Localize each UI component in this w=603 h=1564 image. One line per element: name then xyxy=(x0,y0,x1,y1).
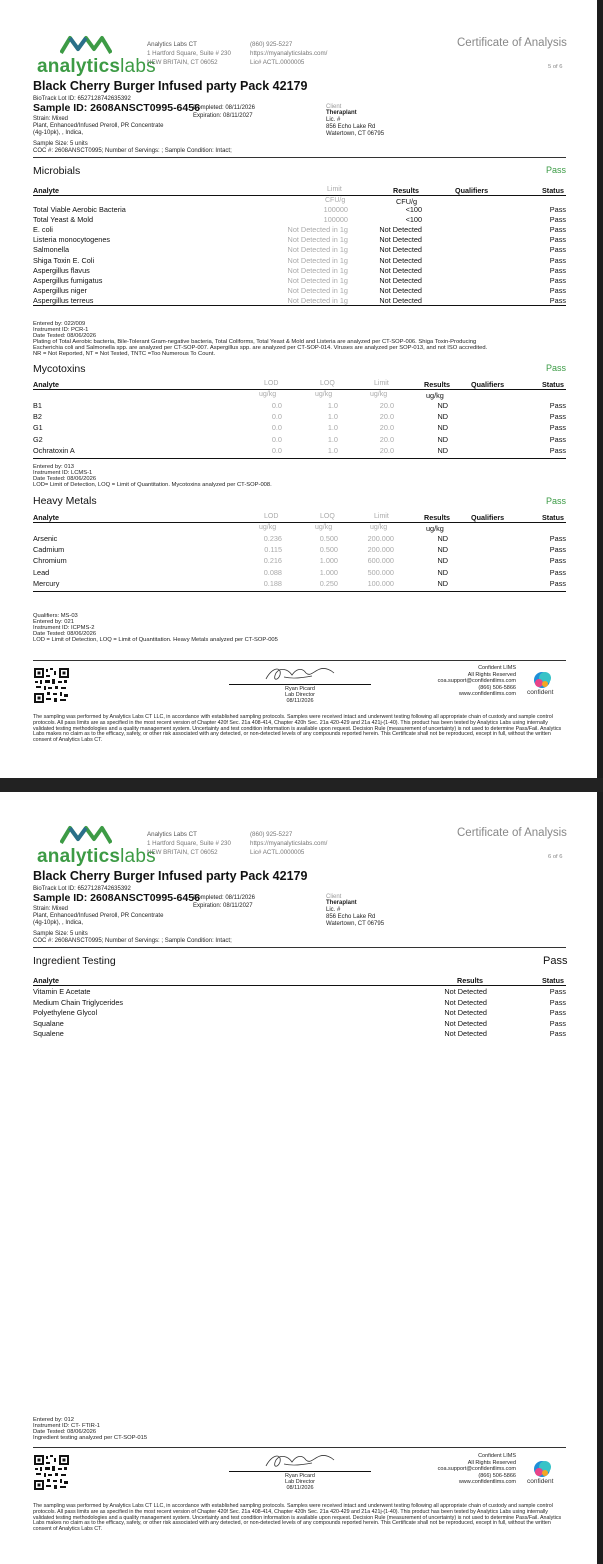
analyte-name: Mercury xyxy=(33,578,60,588)
loq-value: 1.000 xyxy=(319,567,338,577)
coc-line: COC #: 2608ANSCT0995; Number of Servings: ; Sample Condition: Intact; xyxy=(33,148,232,154)
status-value: Pass xyxy=(549,1029,566,1039)
status-value: Pass xyxy=(549,255,566,265)
analyte-name: Lead xyxy=(33,567,50,577)
limit-value: Not Detected in 1g xyxy=(287,295,348,305)
col-status: Status xyxy=(542,513,564,522)
ingredient-notes: Entered by: 012 Instrument ID: CT- FTIR-1 Date Tested: 08/06/2026 Ingredient testing analyzed per CT-SOP-015 xyxy=(33,1417,148,1441)
analyte-name: Total Viable Aerobic Bacteria xyxy=(33,205,126,214)
status-value: Pass xyxy=(549,423,566,433)
status-value: Pass xyxy=(549,556,566,566)
disclaimer: The sampling was performed by Analytics Labs CT LLC, in accordance with established sampling protocols. Samples were received intact and underwent testing following all appropriate chain of custody and sample control protocols. All pass limits are as specified in the most recent version of Chapter 420f Sec. 21a 408-414, Chapter 420h Sec. 21a 420-429 and 21a 421j-(1-40). This product has been tested by Analytics Labs using internally validated testing methodologies and a quality management system. Uncertainty and test condition information is available upon request. Decision Rule (measurement of uncertainty) is not used to determine Pass/Fail. Analytics Labs makes no claim as to the efficacy, safety, or other risk associated with any detected, or non-detected levels of any compounds reported herein. This Certificate shall not be reproduced, except in full, without the written consent of Analytics Labs CT. xyxy=(33,1503,562,1533)
expiration-date: Expiration: 08/11/2027 xyxy=(193,113,253,119)
analyte-name: Aspergillus terreus xyxy=(33,295,94,305)
biotrack-lot: BioTrack Lot ID: 6527128742635392 xyxy=(33,96,131,102)
microbials-title: Microbials xyxy=(33,165,81,177)
status-value: Pass xyxy=(549,215,566,225)
result-value: ND xyxy=(437,423,448,433)
mycotoxins-notes: Entered by: 013 Instrument ID: LCMS-1 Date Tested: 08/06/2026 LOD= Limit of Detection, LOQ = Limit of Quantitation. Mycotoxins analyzed per CT-SOP-008. xyxy=(33,464,272,488)
analyte-name: B1 xyxy=(33,401,42,410)
mycotoxins-status: Pass xyxy=(546,363,567,373)
status-value: Pass xyxy=(549,412,566,422)
unit-lod: ug/kg xyxy=(259,524,277,531)
divider xyxy=(33,947,566,948)
status-value: Pass xyxy=(549,987,566,996)
status-value: Pass xyxy=(549,235,566,245)
confident-lims-info: Confident LIMS All Rights Reserved coa.support@confidentlims.com (866) 506-5866 www.confidentlims.com xyxy=(437,665,516,697)
coa-title: Certificate of Analysis xyxy=(457,37,567,49)
loq-value: 1.0 xyxy=(327,412,338,422)
col-analyte: Analyte xyxy=(33,380,59,389)
analyte-name: Aspergillus niger xyxy=(33,285,87,295)
analyte-name: Medium Chain Triglycerides xyxy=(33,997,124,1007)
sample-size: Sample Size: 5 units xyxy=(33,931,88,937)
logo-wordmark: analyticslabs xyxy=(37,846,156,867)
result-value: <100 xyxy=(405,215,422,225)
result-value: ND xyxy=(437,556,448,566)
table-end-rule xyxy=(33,591,566,592)
col-limit: Limit xyxy=(374,513,389,520)
col-results: Results xyxy=(424,513,450,522)
unit-loq: ug/kg xyxy=(315,524,333,531)
lod-value: 0.088 xyxy=(263,567,282,577)
limit-value: 20.0 xyxy=(379,423,394,433)
sample-details: Strain: Mixed Plant, Enhanced/Infused Preroll, PR Concentrate (4g-10pk), , Indica, xyxy=(33,116,164,136)
heavy-metals-title: Heavy Metals xyxy=(33,495,97,507)
microbials-notes: Entered by: 022/009 Instrument ID: PCR-1 Date Tested: 08/06/2026 Plating of Total Aerobic bacteria, Bile-Tolerant Gram-negative bacteria, Total Coliforms, Total Yeast & Mold and Listeria are analyzed per CT-SOP-006. Shiga Toxin-Producing Escherichia coli and Salmonella spp. are analyzed per CT-SOP-007. Aspergillus spp. are analyzed per CT-SOP-014. Viruses are analyzed per SOP-013, and not ISO accredited. NR = Not Reported, NT = Not Tested, TNTC =Too Numerous To Count. xyxy=(33,321,488,357)
disclaimer: The sampling was performed by Analytics Labs CT LLC, in accordance with established sampling protocols. Samples were received intact and underwent testing following all appropriate chain of custody and sample control protocols. All pass limits are as specified in the most recent version of Chapter 420f Sec. 21a 408-414, Chapter 420h Sec. 21a 420-429 and 21a 421j-(1-40). This product has been tested by Analytics Labs using internally validated testing methodologies and a quality management system. Uncertainty and test condition information is available upon request. Decision Rule (measurement of uncertainty) is not used to determine Pass/Fail. Analytics Labs makes no claim as to the efficacy, safety, or other risk associated with any detected, or non-detected levels of any compounds reported herein. This Certificate shall not be reproduced, except in full, without the written consent of Analytics Labs CT. xyxy=(33,714,562,744)
lab-contact: (860) 925-5227 https://myanalyticslabs.com/ Lic# ACTL.0000005 xyxy=(250,831,328,856)
analyte-name: Total Yeast & Mold xyxy=(33,215,94,225)
col-results: Results xyxy=(457,976,483,985)
footer-rule xyxy=(33,660,566,661)
analyte-name: G2 xyxy=(33,434,43,444)
lod-value: 0.0 xyxy=(271,445,282,455)
result-value: ND xyxy=(437,534,448,543)
heavy-metals-notes: Qualifiers: MS-03 Entered by: 021 Instrument ID: ICPMS-2 Date Tested: 08/06/2026 LOD = Limit of Detection, LOQ = Limit of Quantitation. Heavy Metals analyzed per CT-SOP-005 xyxy=(33,613,278,643)
footer-rule xyxy=(33,1447,566,1448)
mycotoxins-title: Mycotoxins xyxy=(33,363,86,375)
result-value: Not Detected xyxy=(379,235,422,245)
confident-logo-icon xyxy=(531,670,553,690)
lab-info: Analytics Labs CT 1 Hartford Square, Suite # 230 NEW BRITAIN, CT 06052 xyxy=(147,831,231,856)
result-value: Not Detected xyxy=(379,225,422,235)
status-value: Pass xyxy=(549,445,566,455)
result-value: Not Detected xyxy=(379,265,422,275)
microbials-status: Pass xyxy=(546,165,567,175)
result-value: ND xyxy=(437,578,448,588)
col-lod: LOD xyxy=(264,513,279,520)
lod-value: 0.0 xyxy=(271,434,282,444)
loq-value: 0.500 xyxy=(319,534,338,543)
status-value: Pass xyxy=(549,401,566,410)
limit-value: 100000 xyxy=(323,215,348,225)
col-qualifiers: Qualifiers xyxy=(455,186,489,195)
unit-limit: ug/kg xyxy=(370,524,388,531)
lod-value: 0.0 xyxy=(271,423,282,433)
header-rule xyxy=(33,985,566,986)
analyte-name: Arsenic xyxy=(33,534,58,543)
col-status: Status xyxy=(542,186,564,195)
col-results: Results xyxy=(393,186,419,195)
status-value: Pass xyxy=(549,265,566,275)
sample-id: Sample ID: 2608ANSCT0995-6456 xyxy=(33,102,200,114)
limit-value: Not Detected in 1g xyxy=(287,255,348,265)
status-value: Pass xyxy=(549,275,566,285)
result-value: ND xyxy=(437,401,448,410)
col-status: Status xyxy=(542,380,564,389)
limit-value: 500.000 xyxy=(367,567,394,577)
col-qualifiers: Qualifiers xyxy=(471,513,505,522)
col-limit: Limit xyxy=(374,380,389,387)
result-value: Not Detected xyxy=(444,1029,487,1039)
page-separator xyxy=(0,778,603,792)
result-value: Not Detected xyxy=(444,997,487,1007)
header-rule xyxy=(33,389,566,390)
confident-logo-icon xyxy=(531,1459,553,1479)
lod-value: 0.0 xyxy=(271,412,282,422)
analyte-name: Chromium xyxy=(33,556,67,566)
status-value: Pass xyxy=(549,225,566,235)
signature-icon xyxy=(262,663,337,685)
status-value: Pass xyxy=(549,578,566,588)
completed-date: Completed: 08/11/2026 xyxy=(193,895,255,901)
client-block: Client Theraplant Lic. # 856 Echo Lake Rd Watertown, CT 06795 xyxy=(326,894,385,927)
status-value: Pass xyxy=(549,997,566,1007)
lab-contact: (860) 925-5227 https://myanalyticslabs.com/ Lic# ACTL.0000005 xyxy=(250,41,328,66)
lod-value: 0.236 xyxy=(263,534,282,543)
limit-value: Not Detected in 1g xyxy=(287,275,348,285)
unit-results: CFU/g xyxy=(396,197,418,206)
limit-value: 200.000 xyxy=(367,545,394,555)
header-rule xyxy=(33,522,566,523)
table-end-rule xyxy=(33,458,566,459)
status-value: Pass xyxy=(549,1008,566,1018)
unit-results: ug/kg xyxy=(426,524,444,533)
qr-code-icon xyxy=(33,667,70,704)
lod-value: 0.115 xyxy=(264,545,282,555)
col-results: Results xyxy=(424,380,450,389)
unit-lod: ug/kg xyxy=(259,391,277,398)
result-value: Not Detected xyxy=(444,987,487,996)
col-analyte: Analyte xyxy=(33,513,59,522)
result-value: Not Detected xyxy=(444,1018,487,1028)
unit-limit: ug/kg xyxy=(370,391,388,398)
sample-size: Sample Size: 5 units xyxy=(33,141,88,147)
limit-value: Not Detected in 1g xyxy=(287,225,348,235)
analyte-name: G1 xyxy=(33,423,43,433)
analytics-labs-logo-icon xyxy=(60,35,112,55)
coc-line: COC #: 2608ANSCT0995; Number of Servings: ; Sample Condition: Intact; xyxy=(33,938,232,944)
status-value: Pass xyxy=(549,545,566,555)
col-lod: LOD xyxy=(264,380,279,387)
status-value: Pass xyxy=(549,205,566,214)
limit-value: 20.0 xyxy=(379,412,394,422)
client-block: Client Theraplant Lic. # 856 Echo Lake Rd Watertown, CT 06795 xyxy=(326,104,385,137)
result-value: ND xyxy=(437,545,448,555)
limit-value: 200.000 xyxy=(367,534,394,543)
analyte-name: Cadmium xyxy=(33,545,65,555)
unit-loq: ug/kg xyxy=(315,391,333,398)
limit-value: 20.0 xyxy=(379,434,394,444)
page-number: 6 of 6 xyxy=(548,854,563,860)
limit-value: 20.0 xyxy=(379,445,394,455)
result-value: <100 xyxy=(405,205,422,214)
analyte-name: Aspergillus fumigatus xyxy=(33,275,103,285)
status-value: Pass xyxy=(549,285,566,295)
col-loq: LOQ xyxy=(320,513,335,520)
result-value: Not Detected xyxy=(379,245,422,255)
col-loq: LOQ xyxy=(320,380,335,387)
confident-wordmark: confident xyxy=(527,1478,554,1485)
heavy-metals-status: Pass xyxy=(546,496,567,506)
ingredient-title: Ingredient Testing xyxy=(33,955,116,967)
col-analyte: Analyte xyxy=(33,186,59,195)
signature-icon xyxy=(262,1450,337,1472)
col-status: Status xyxy=(542,976,564,985)
qr-code-icon xyxy=(33,1454,70,1491)
analyte-name: B2 xyxy=(33,412,42,422)
result-value: Not Detected xyxy=(379,295,422,305)
divider xyxy=(33,157,566,158)
page-number: 5 of 6 xyxy=(548,64,563,70)
product-title: Black Cherry Burger Infused party Pack 42179 xyxy=(33,79,308,93)
confident-wordmark: confident xyxy=(527,689,554,696)
biotrack-lot: BioTrack Lot ID: 6527128742635392 xyxy=(33,886,131,892)
analytics-labs-logo-icon xyxy=(60,825,112,845)
loq-value: 0.250 xyxy=(319,578,338,588)
sample-details: Strain: Mixed Plant, Enhanced/Infused Preroll, PR Concentrate (4g-10pk), , Indica, xyxy=(33,906,164,926)
analyte-name: Listeria monocytogenes xyxy=(33,235,111,245)
result-value: ND xyxy=(437,445,448,455)
report-page-5 xyxy=(0,0,603,778)
status-value: Pass xyxy=(549,295,566,305)
analyte-name: Squalane xyxy=(33,1018,64,1028)
lod-value: 0.188 xyxy=(263,578,282,588)
analyte-name: Aspergillus flavus xyxy=(33,265,90,275)
analyte-name: Polyethylene Glycol xyxy=(33,1008,98,1018)
status-value: Pass xyxy=(549,567,566,577)
report-page-6 xyxy=(0,792,603,1564)
status-value: Pass xyxy=(549,434,566,444)
coa-title: Certificate of Analysis xyxy=(457,827,567,839)
confident-lims-info: Confident LIMS All Rights Reserved coa.support@confidentlims.com (866) 506-5866 www.confidentlims.com xyxy=(437,1453,516,1485)
loq-value: 1.0 xyxy=(327,423,338,433)
lod-value: 0.0 xyxy=(271,401,282,410)
analyte-name: E. coli xyxy=(33,225,53,235)
limit-value: Not Detected in 1g xyxy=(287,235,348,245)
analyte-name: Ochratoxin A xyxy=(33,445,75,455)
signature-line xyxy=(229,1471,371,1472)
limit-value: Not Detected in 1g xyxy=(287,245,348,255)
limit-value: Not Detected in 1g xyxy=(287,285,348,295)
analyte-name: Squalene xyxy=(33,1029,64,1039)
status-value: Pass xyxy=(549,245,566,255)
limit-value: 100000 xyxy=(323,205,348,214)
col-limit: Limit xyxy=(327,186,342,193)
col-qualifiers: Qualifiers xyxy=(471,380,505,389)
analyte-name: Shiga Toxin E. Coli xyxy=(33,255,95,265)
unit-limit: CFU/g xyxy=(325,197,346,204)
logo-wordmark: analyticslabs xyxy=(37,56,156,77)
loq-value: 1.0 xyxy=(327,434,338,444)
result-value: ND xyxy=(437,567,448,577)
col-analyte: Analyte xyxy=(33,976,59,985)
lab-info: Analytics Labs CT 1 Hartford Square, Suite # 230 NEW BRITAIN, CT 06052 xyxy=(147,41,231,66)
loq-value: 1.000 xyxy=(319,556,338,566)
limit-value: 20.0 xyxy=(379,401,394,410)
sample-id: Sample ID: 2608ANSCT0995-6456 xyxy=(33,892,200,904)
lod-value: 0.216 xyxy=(263,556,282,566)
signer-block: Ryan Picard Lab Director 08/11/2026 xyxy=(285,1473,315,1491)
result-value: Not Detected xyxy=(379,285,422,295)
table-end-rule xyxy=(33,305,566,306)
status-value: Pass xyxy=(549,534,566,543)
result-value: Not Detected xyxy=(379,255,422,265)
signer-block: Ryan Picard Lab Director 08/11/2026 xyxy=(285,686,315,704)
loq-value: 0.500 xyxy=(319,545,338,555)
analyte-name: Vitamin E Acetate xyxy=(33,987,91,996)
ingredient-status: Pass xyxy=(543,955,568,967)
completed-date: Completed: 08/11/2026 xyxy=(193,105,255,111)
result-value: ND xyxy=(437,412,448,422)
product-title: Black Cherry Burger Infused party Pack 42179 xyxy=(33,869,308,883)
loq-value: 1.0 xyxy=(327,445,338,455)
result-value: Not Detected xyxy=(444,1008,487,1018)
result-value: ND xyxy=(437,434,448,444)
limit-value: 600.000 xyxy=(367,556,394,566)
header-rule xyxy=(33,195,566,196)
status-value: Pass xyxy=(549,1018,566,1028)
unit-results: ug/kg xyxy=(426,391,444,400)
signature-line xyxy=(229,684,371,685)
limit-value: 100.000 xyxy=(367,578,394,588)
loq-value: 1.0 xyxy=(327,401,338,410)
result-value: Not Detected xyxy=(379,275,422,285)
limit-value: Not Detected in 1g xyxy=(287,265,348,275)
expiration-date: Expiration: 08/11/2027 xyxy=(193,903,253,909)
analyte-name: Salmonella xyxy=(33,245,70,255)
